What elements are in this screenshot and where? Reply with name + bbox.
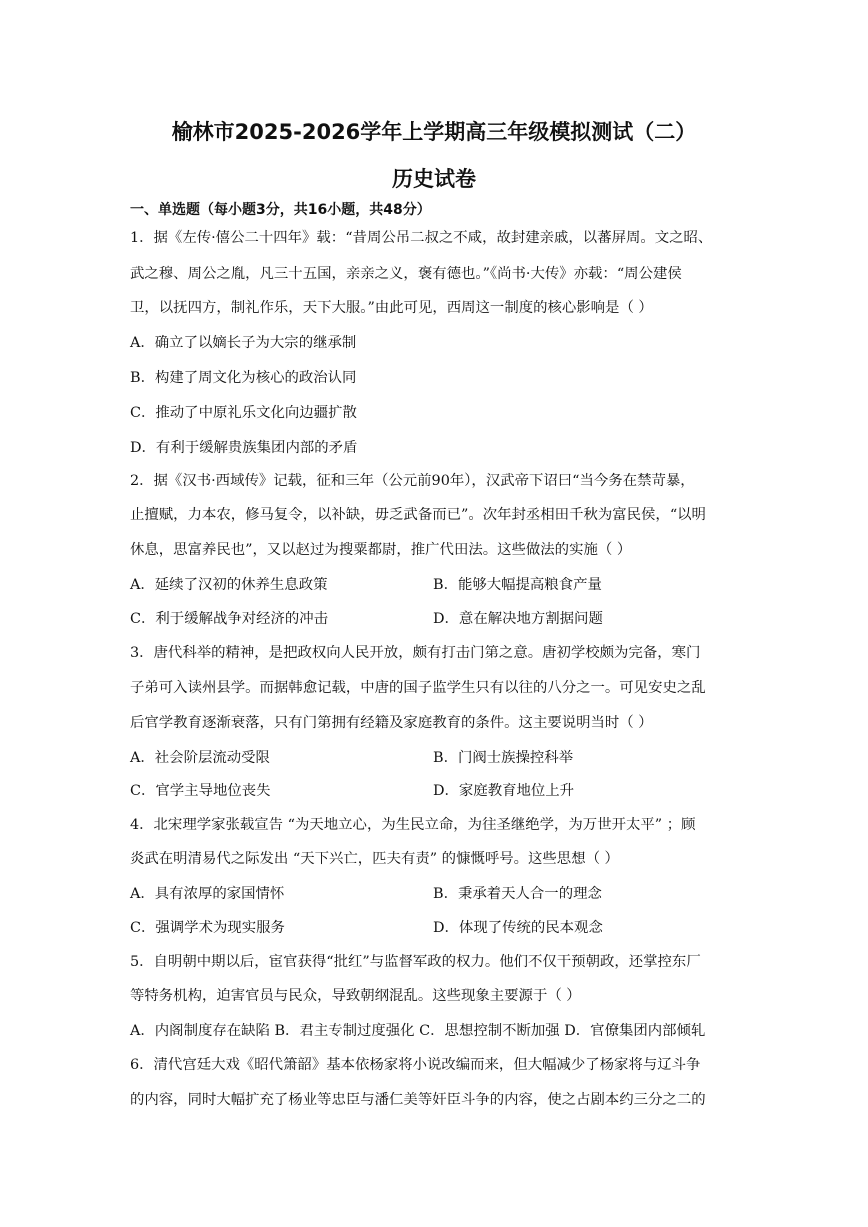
question-6-line-2: 的内容，同时大幅扩充了杨业等忠臣与潘仁美等奸臣斗争的内容，使之占剧本约三分之二的 — [130, 1092, 706, 1108]
question-1-line-1: 1．据《左传·僖公二十四年》载：“昔周公吊二叔之不咸，故封建亲戚，以蕃屏周。文之昭、 — [130, 230, 713, 246]
question-4-option-c: C．强调学术为现实服务 — [130, 920, 285, 936]
question-3-option-d: D．家庭教育地位上升 — [433, 783, 575, 799]
question-1-option-d: D．有利于缓解贵族集团内部的矛盾 — [130, 440, 358, 456]
question-2-line-3: 休息，思富养民也”，又以赵过为搜粟都尉，推广代田法。这些做法的实施（ ） — [130, 542, 632, 558]
question-4-line-2: 炎武在明清易代之际发出 “天下兴亡，匹夫有责” 的慷慨呼号。这些思想（ ） — [130, 851, 619, 867]
question-2-line-2: 止擅赋，力本农，修马复令，以补缺，毋乏武备而已”。次年封丞相田千秋为富民侯，“以明 — [130, 507, 706, 523]
exam-subtitle: 历史试卷 — [392, 167, 476, 191]
question-2-option-c: C．利于缓解战争对经济的冲击 — [130, 611, 329, 627]
question-3-option-b: B．门阀士族操控科举 — [433, 750, 574, 766]
question-3-option-c: C．官学主导地位丧失 — [130, 783, 271, 799]
question-3-option-a: A．社会阶层流动受限 — [130, 750, 270, 766]
question-2-option-d: D．意在解决地方割据问题 — [433, 611, 603, 627]
question-4-line-1: 4．北宋理学家张载宣告 “为天地立心，为生民立命，为往圣继绝学，为万世开太平” ；顾 — [130, 817, 696, 833]
section-heading: 一、单选题（每小题3分，共16小题，共48分） — [130, 202, 431, 218]
question-1-option-c: C．推动了中原礼乐文化向边疆扩散 — [130, 405, 357, 421]
question-4-option-d: D．体现了传统的民本观念 — [433, 920, 603, 936]
question-2-option-b: B．能够大幅提高粮食产量 — [433, 577, 602, 593]
question-1-line-2: 武之穆、周公之胤，凡三十五国，亲亲之义，褒有德也。”《尚书·大传》亦载：“周公建侯 — [130, 266, 682, 282]
question-4-option-b: B．秉承着天人合一的理念 — [433, 886, 602, 902]
question-3-line-2: 子弟可入读州县学。而据韩愈记载，中唐的国子监学生只有以往的八分之一。可见安史之乱 — [130, 680, 706, 696]
question-4-option-a: A．具有浓厚的家国情怀 — [130, 886, 285, 902]
question-1-line-3: 卫，以抚四方，制礼作乐，天下大服。”由此可见，西周这一制度的核心影响是（ ） — [130, 300, 653, 316]
question-2-line-1: 2．据《汉书·西域传》记载，征和三年（公元前90年），汉武帝下诏曰“当今务在禁苛暴， — [130, 473, 695, 489]
question-2-option-a: A．延续了汉初的休养生息政策 — [130, 577, 328, 593]
question-6-line-1: 6．清代宫廷大戏《昭代箫韶》基本依杨家将小说改编而来，但大幅减少了杨家将与辽斗争 — [130, 1057, 701, 1073]
question-3-line-3: 后官学教育逐渐衰落，只有门第拥有经籍及家庭教育的条件。这主要说明当时（ ） — [130, 715, 653, 731]
question-5-line-2: 等特务机构，迫害官员与民众，导致朝纲混乱。这些现象主要源于（ ） — [130, 988, 581, 1004]
question-3-line-1: 3．唐代科举的精神，是把政权向人民开放，颇有打击门第之意。唐初学校颇为完备，寒门 — [130, 645, 701, 661]
question-1-option-b: B．构建了周文化为核心的政治认同 — [130, 370, 357, 386]
exam-title: 榆林市2025-2026学年上学期高三年级模拟测试（二） — [171, 120, 697, 144]
question-5-line-1: 5．自明朝中期以后，宦官获得“批红”与监督军政的权力。他们不仅干预朝政，还掌控东厂 — [130, 954, 701, 970]
question-1-option-a: A．确立了以嫡长子为大宗的继承制 — [130, 335, 357, 351]
question-5-options: A．内阁制度存在缺陷 B．君主专制过度强化 C．思想控制不断加强 D．官僚集团内部倾轧 — [130, 1023, 706, 1039]
